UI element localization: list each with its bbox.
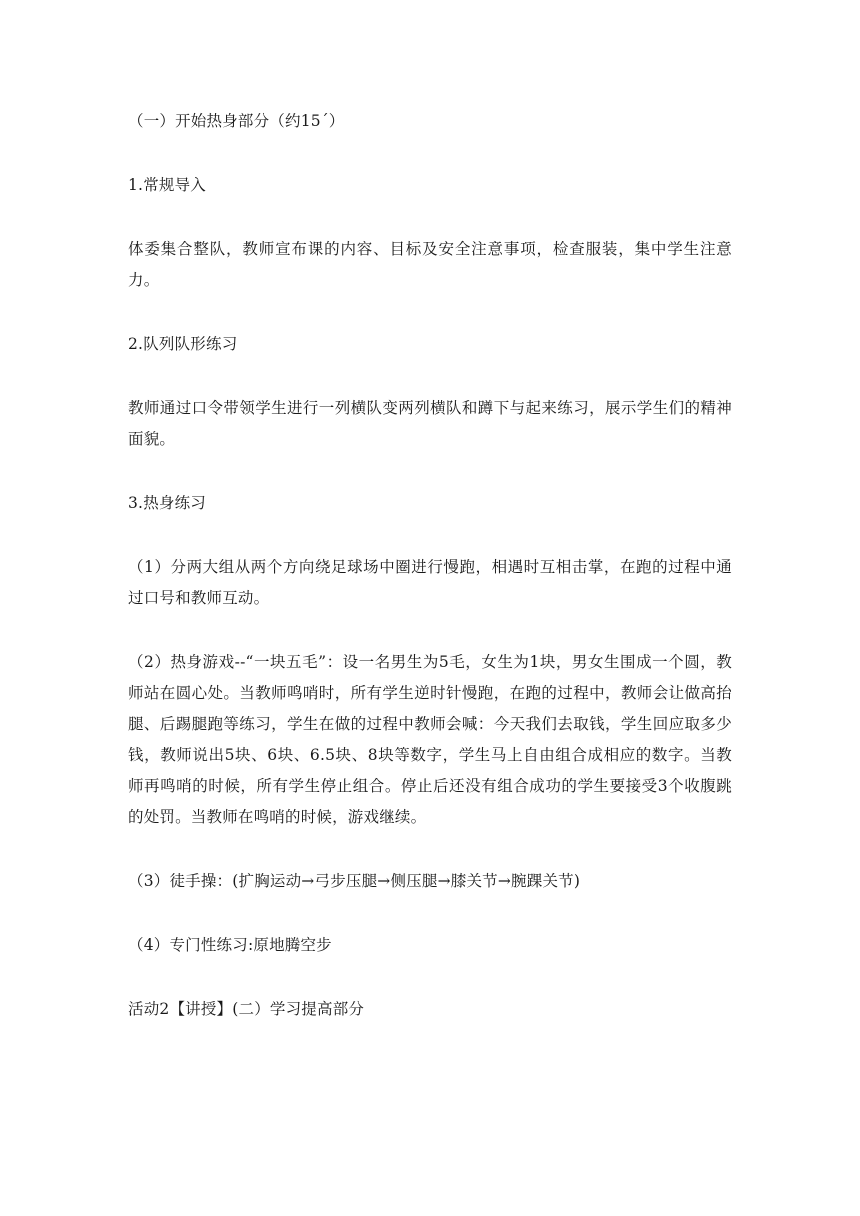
paragraph-freehand-exercise: （3）徒手操：(扩胸运动→弓步压腿→侧压腿→膝关节→腕踝关节)	[128, 872, 581, 890]
paragraph-formation-drill: 教师通过口令带领学生进行一列横队变两列横队和蹲下与起来练习，展示学生们的精神面貌。	[128, 399, 732, 448]
section-heading-activity-2: 活动2【讲授】(二）学习提高部分	[128, 1000, 365, 1018]
subheading-warmup-exercises: 3.热身练习	[128, 494, 206, 512]
paragraph-jogging: （1）分两大组从两个方向绕足球场中圈进行慢跑，相遇时互相击掌，在跑的过程中通过口号和教师互动。	[128, 558, 732, 607]
subheading-routine-intro: 1.常规导入	[128, 176, 206, 194]
subheading-formation-drill: 2.队列队形练习	[128, 335, 238, 353]
paragraph-routine-intro: 体委集合整队，教师宣布课的内容、目标及安全注意事项，检查服装，集中学生注意力。	[128, 240, 732, 289]
paragraph-warmup-game: （2）热身游戏--“一块五毛”：设一名男生为5毛，女生为1块，男女生围成一个圆，教师站在圆心处。当教师鸣哨时，所有学生逆时针慢跑，在跑的过程中，教师会让做高抬腿、后踢腿跑等练习，学生在做的过程中教师会喊：今天我们去取钱，学生回应取多少钱，教师说出5块、6块、6.5块、8块等数字，学生马上自由组合成相应的数字。当教师再鸣哨的时候，所有学生停止组合。停止后还没有组合成功的学生要接受3个收腹跳的处罚。当教师在鸣哨的时候，游戏继续。	[128, 653, 732, 826]
paragraph-special-practice: （4）专门性练习:原地腾空步	[128, 936, 332, 954]
section-heading-warmup: （一）开始热身部分（约15´）	[128, 112, 345, 130]
document-body	[128, 106, 732, 1058]
